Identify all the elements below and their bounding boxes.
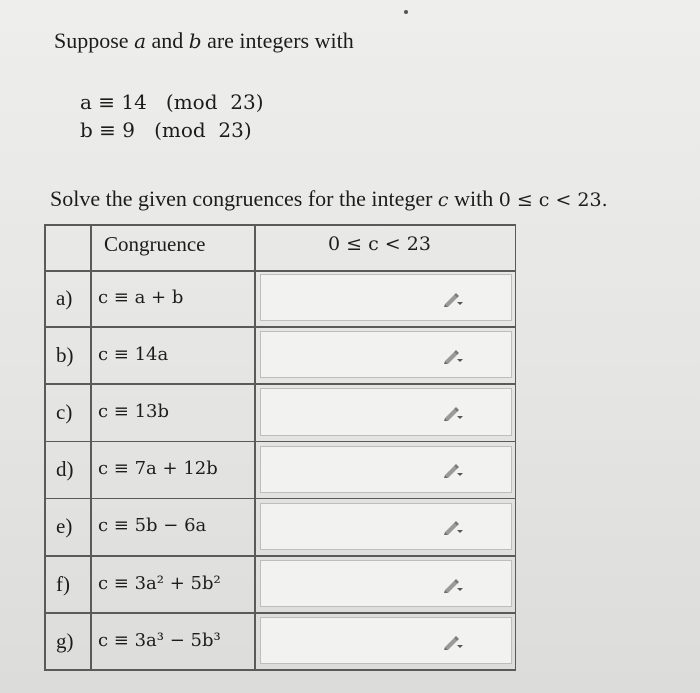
answer-input[interactable] — [260, 617, 512, 664]
table-row — [44, 327, 516, 384]
table-border-top — [44, 224, 516, 226]
row-label: f) — [56, 571, 70, 596]
row-label: a) — [56, 285, 73, 310]
instruction-text: Solve the given congruences for the integer c with 0 ≤ c < 23. — [50, 186, 608, 211]
problem-intro: Suppose a and b are integers with — [54, 28, 354, 53]
row-label: d) — [56, 457, 74, 482]
row-congruence: c ≡ a + b — [98, 286, 184, 308]
table-row — [44, 499, 516, 556]
table-row — [44, 442, 516, 499]
row-congruence: c ≡ 3a² + 5b² — [98, 572, 221, 594]
answer-input[interactable] — [260, 503, 512, 550]
row-label: c) — [56, 399, 73, 424]
row-congruence: c ≡ 7a + 12b — [98, 458, 218, 480]
table-row — [44, 613, 516, 670]
congruence-table — [44, 224, 516, 671]
row-label: b) — [56, 342, 74, 367]
pencil-icon[interactable] — [442, 462, 464, 478]
header-range: 0 ≤ c < 23 — [328, 233, 431, 255]
answer-input[interactable] — [260, 388, 512, 435]
congruence-a: a ≡ 14 (mod 23) — [80, 90, 264, 114]
table-row — [44, 384, 516, 441]
table-row — [44, 270, 516, 327]
row-congruence: c ≡ 3a³ − 5b³ — [98, 629, 221, 651]
row-congruence: c ≡ 5b − 6a — [98, 515, 207, 537]
row-label: g) — [56, 628, 74, 653]
answer-input[interactable] — [260, 274, 512, 321]
row-congruence: c ≡ 13b — [98, 400, 170, 422]
table-row — [44, 556, 516, 613]
row-label: e) — [56, 514, 73, 539]
pencil-icon[interactable] — [442, 348, 464, 364]
pencil-icon[interactable] — [442, 291, 464, 307]
pencil-icon[interactable] — [442, 634, 464, 650]
pencil-icon[interactable] — [442, 577, 464, 593]
answer-input[interactable] — [260, 331, 512, 378]
congruence-b: b ≡ 9 (mod 23) — [80, 118, 252, 142]
header-congruence: Congruence — [104, 232, 206, 256]
answer-input[interactable] — [260, 446, 512, 493]
answer-input[interactable] — [260, 560, 512, 607]
row-congruence: c ≡ 14a — [98, 343, 169, 365]
pencil-icon[interactable] — [442, 519, 464, 535]
pencil-icon[interactable] — [442, 405, 464, 421]
camera-dot — [404, 10, 408, 14]
